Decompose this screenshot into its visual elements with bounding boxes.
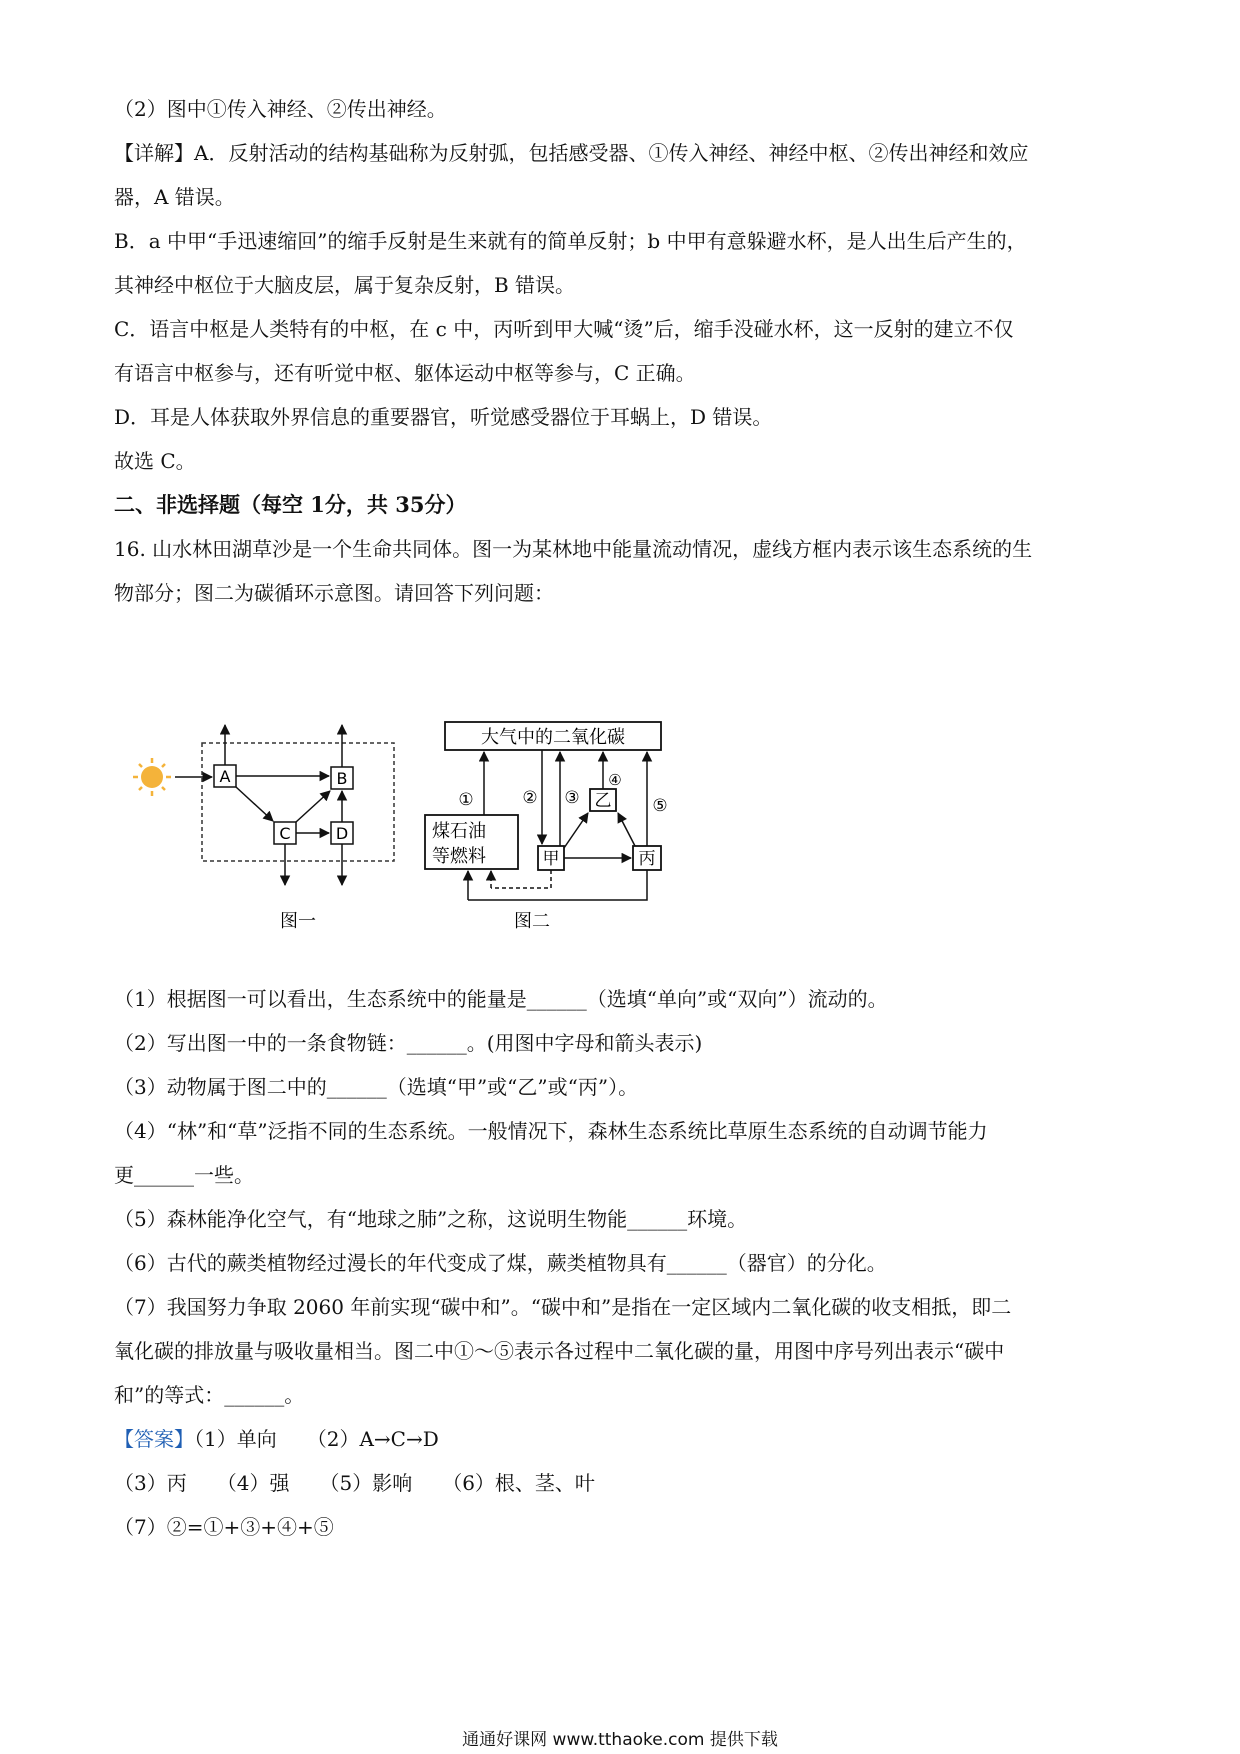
jia-label: 甲	[542, 849, 560, 869]
yi-label: 乙	[594, 791, 612, 811]
answer-5: （5）影响	[319, 1471, 413, 1495]
label-n5: ⑤	[652, 796, 668, 816]
answer-3: （3）丙	[114, 1471, 187, 1495]
explain-line-6: C．语言中枢是人类特有的中枢，在 c 中，丙听到甲大喊“烫”后，缩手没碰水杯，这一反射的建立不仅	[114, 317, 1014, 341]
explain-line-8: D．耳是人体获取外界信息的重要器官，听觉感受器位于耳蜗上，D 错误。	[114, 405, 773, 429]
figures-svg	[130, 715, 770, 955]
explain-line-1: （2）图中①传入神经、②传出神经。	[114, 97, 447, 121]
label-n1: ①	[458, 790, 474, 810]
answer-tag: 【答案】	[114, 1427, 194, 1451]
explain-line-7: 有语言中枢参与，还有听觉中枢、躯体运动中枢等参与，C 正确。	[114, 361, 696, 385]
question-stem-line-2: 物部分；图二为碳循环示意图。请回答下列问题：	[114, 581, 554, 605]
label-n3: ③	[564, 788, 580, 808]
explain-line-9: 故选 C。	[114, 449, 196, 473]
biotic-frame	[202, 743, 394, 861]
subquestion-7-line-3: 和”的等式：______。	[114, 1383, 305, 1407]
answer-1: （1）单向	[194, 1427, 277, 1451]
subquestion-7-line-1: （7）我国努力争取 2060 年前实现“碳中和”。“碳中和”是指在一定区域内二氧化碳的收支相抵，即二	[114, 1295, 1012, 1319]
subquestion-6: （6）古代的蕨类植物经过漫长的年代变成了煤，蕨类植物具有______（器官）的分化。	[114, 1251, 887, 1275]
explain-line-2: 【详解】A．反射活动的结构基础称为反射弧，包括感受器、①传入神经、神经中枢、②传出神经和效应	[114, 141, 1029, 165]
answer-7: （7）②=①+③+④+⑤	[114, 1515, 334, 1539]
answer-line-3	[114, 1513, 334, 1541]
explain-line-3: 器，A 错误。	[114, 185, 235, 209]
atmosphere-label: 大气中的二氧化碳	[481, 727, 625, 748]
fuel-label-line-2: 等燃料	[432, 846, 486, 867]
figure-1	[133, 725, 394, 932]
figure-1-caption: 图一	[280, 911, 316, 932]
subquestion-5: （5）森林能净化空气，有“地球之肺”之称，这说明生物能______环境。	[114, 1207, 748, 1231]
section-heading: 二、非选择题（每空 1分，共 35分）	[114, 492, 467, 517]
box-D-label: D	[335, 824, 349, 843]
sun-icon	[133, 758, 171, 796]
page-footer: 通通好课网 www.tthaoke.com 提供下载	[462, 1730, 778, 1750]
label-n2: ②	[522, 788, 538, 808]
bing-label: 丙	[638, 849, 656, 869]
figure-area	[130, 715, 770, 955]
fuel-label-line-1: 煤石油	[432, 821, 486, 842]
figure-2-caption: 图二	[514, 911, 550, 932]
answer-2: （2）A→C→D	[306, 1427, 439, 1451]
explain-line-4: B．a 中甲“手迅速缩回”的缩手反射是生来就有的简单反射；b 中甲有意躲避水杯，是人出生后产生的，	[114, 229, 1027, 253]
subquestion-4-line-1: （4）“林”和“草”泛指不同的生态系统。一般情况下，森林生态系统比草原生态系统的自动调节能力	[114, 1119, 988, 1143]
explain-line-5: 其神经中枢位于大脑皮层，属于复杂反射，B 错误。	[114, 273, 576, 297]
answer-6: （6）根、茎、叶	[442, 1471, 595, 1495]
label-n4: ④	[608, 771, 622, 789]
answer-line-1	[114, 1425, 439, 1453]
box-A-label: A	[219, 767, 231, 786]
question-stem-line-1: 16. 山水林田湖草沙是一个生命共同体。图一为某林地中能量流动情况，虚线方框内表示该生态系统的生	[114, 537, 1033, 561]
box-B-label: B	[336, 769, 348, 788]
figure-2	[425, 722, 668, 932]
box-C-label: C	[279, 824, 291, 843]
subquestion-2: （2）写出图一中的一条食物链：______。(用图中字母和箭头表示)	[114, 1031, 703, 1055]
subquestion-1: （1）根据图一可以看出，生态系统中的能量是______（选填“单向”或“双向”）流动的。	[114, 987, 888, 1011]
answer-4: （4）强	[216, 1471, 290, 1495]
answer-line-2	[114, 1469, 595, 1497]
subquestion-7-line-2: 氧化碳的排放量与吸收量相当。图二中①～⑤表示各过程中二氧化碳的量，用图中序号列出表示“碳中	[114, 1339, 1005, 1363]
subquestion-3: （3）动物属于图二中的______（选填“甲”或“乙”或“丙”）。	[114, 1075, 639, 1099]
subquestion-4-line-2: 更______一些。	[114, 1163, 254, 1187]
